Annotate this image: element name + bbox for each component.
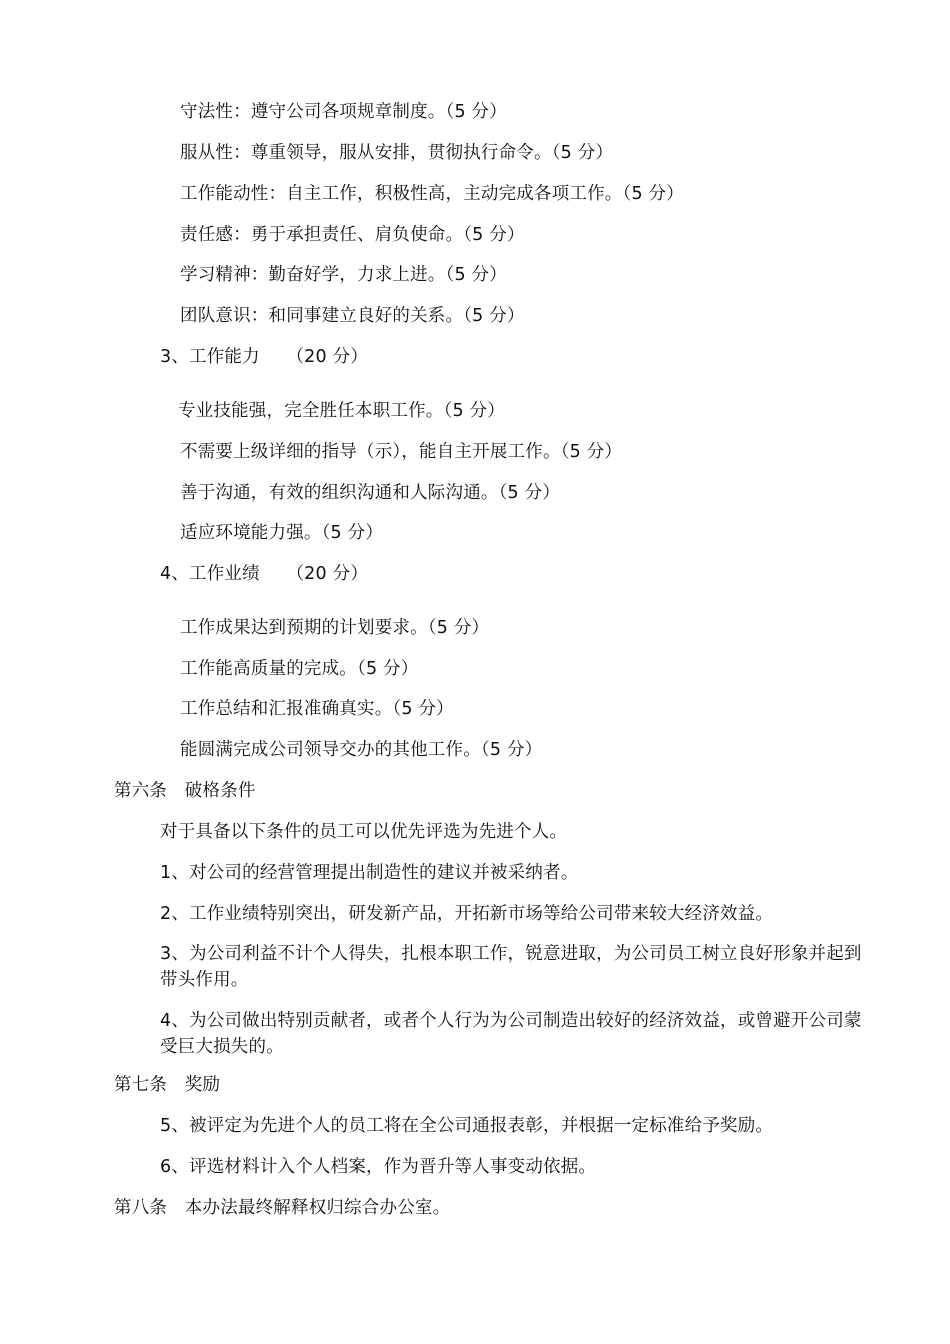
performance-item: 工作总结和汇报准确真实。（5 分） xyxy=(180,699,454,719)
article-8-title: 第八条 本办法最终解释权归综合办公室。 xyxy=(114,1198,451,1218)
ability-item: 不需要上级详细的指导（示），能自主开展工作。（5 分） xyxy=(180,442,623,462)
criterion-teamwork: 团队意识：和同事建立良好的关系。（5 分） xyxy=(180,306,525,326)
criterion-obedience: 服从性：尊重领导，服从安排，贯彻执行命令。（5 分） xyxy=(180,143,614,163)
performance-item: 工作成果达到预期的计划要求。（5 分） xyxy=(180,618,490,638)
ability-item: 适应环境能力强。（5 分） xyxy=(180,523,384,543)
article-6-item: 2、工作业绩特别突出，研发新产品，开拓新市场等给公司带来较大经济效益。 xyxy=(160,904,774,924)
performance-item: 能圆满完成公司领导交办的其他工作。（5 分） xyxy=(180,740,543,760)
article-6-intro: 对于具备以下条件的员工可以优先评选为先进个人。 xyxy=(160,822,568,842)
ability-item: 善于沟通，有效的组织沟通和人际沟通。（5 分） xyxy=(180,483,561,503)
criterion-lawfulness: 守法性：遵守公司各项规章制度。（5 分） xyxy=(180,102,507,122)
article-7-title: 第七条 奖励 xyxy=(114,1075,221,1095)
criterion-learning: 学习精神：勤奋好学，力求上进。（5 分） xyxy=(180,265,507,285)
article-7-item: 5、被评定为先进个人的员工将在全公司通报表彰，并根据一定标准给予奖励。 xyxy=(160,1116,774,1136)
ability-item: 专业技能强，完全胜任本职工作。（5 分） xyxy=(178,401,505,421)
criterion-initiative: 工作能动性：自主工作，积极性高，主动完成各项工作。（5 分） xyxy=(180,184,684,204)
performance-item: 工作能高质量的完成。（5 分） xyxy=(180,659,419,679)
section-heading-performance: 4、工作业绩 （20 分） xyxy=(160,564,369,584)
article-6-title: 第六条 破格条件 xyxy=(114,781,256,801)
article-7-item: 6、评选材料计入个人档案，作为晋升等人事变动依据。 xyxy=(160,1157,597,1177)
article-6-item: 4、为公司做出特别贡献者，或者个人行为为公司制造出较好的经济效益，或曾避开公司蒙受巨大损失的。 xyxy=(160,1011,862,1057)
criterion-responsibility: 责任感：勇于承担责任、肩负使命。（5 分） xyxy=(180,225,525,245)
article-6-item: 1、对公司的经营管理提出制造性的建议并被采纳者。 xyxy=(160,863,579,883)
article-6-item: 3、为公司利益不计个人得失，扎根本职工作，锐意进取，为公司员工树立良好形象并起到带头作用。 xyxy=(160,944,862,990)
section-heading-work-ability: 3、工作能力 （20 分） xyxy=(160,347,369,367)
